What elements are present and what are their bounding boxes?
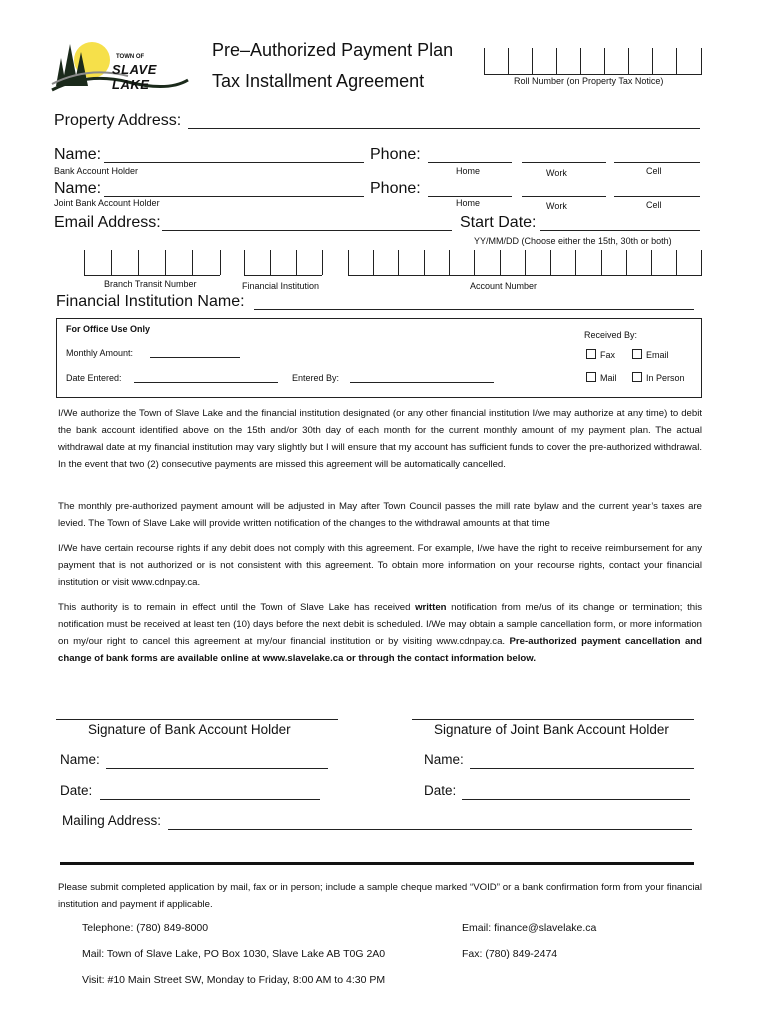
phone-cell-field[interactable] bbox=[614, 162, 700, 163]
footer-visit: Visit: #10 Main Street SW, Monday to Friday, 8:00 AM to 4:30 PM bbox=[82, 974, 386, 986]
start-date-field[interactable] bbox=[540, 230, 700, 231]
phone-label: Phone: bbox=[370, 146, 421, 163]
sig-date-label: Date: bbox=[60, 783, 93, 798]
name-field[interactable] bbox=[104, 162, 364, 163]
town-logo bbox=[48, 36, 196, 96]
form-subtitle: Tax Installment Agreement bbox=[212, 71, 425, 91]
joint-phone-home-field[interactable] bbox=[428, 196, 512, 197]
joint-sig-date-field[interactable] bbox=[462, 799, 690, 800]
received-by-label: Received By: bbox=[584, 330, 638, 340]
sig-name-field[interactable] bbox=[106, 768, 328, 769]
fax-label: Fax bbox=[600, 350, 616, 360]
cell-label: Cell bbox=[646, 166, 662, 176]
entered-by-label: Entered By: bbox=[292, 373, 340, 383]
property-address-field[interactable] bbox=[188, 128, 700, 129]
joint-phone-work-field[interactable] bbox=[522, 196, 606, 197]
mailing-address-field[interactable] bbox=[168, 829, 692, 830]
monthly-amount-field[interactable] bbox=[150, 357, 240, 358]
mail-label: Mail bbox=[600, 373, 617, 383]
financial-institution-label: Financial Institution bbox=[242, 281, 320, 291]
adjustment-paragraph: The monthly pre-authorized payment amount will be adjusted in May after Town Council passes the mill rate bylaw and the current year’s taxes are levied. The Town of Slave Lake will provide written notification of the changes to the withdrawal amounts at that time bbox=[58, 501, 702, 529]
joint-phone-cell-field[interactable] bbox=[614, 196, 700, 197]
work-label: Work bbox=[546, 168, 567, 178]
mailing-address-label: Mailing Address: bbox=[62, 813, 162, 828]
authority-paragraph bbox=[58, 599, 702, 667]
footer-divider bbox=[60, 862, 694, 865]
home-label: Home bbox=[456, 166, 481, 176]
phone-work-field[interactable] bbox=[522, 162, 606, 163]
logo-town-of: TOWN OF bbox=[116, 54, 145, 60]
office-use-heading: For Office Use Only bbox=[66, 324, 151, 334]
sig-date-field[interactable] bbox=[100, 799, 320, 800]
date-entered-label: Date Entered: bbox=[66, 373, 122, 383]
bank-account-holder-label: Bank Account Holder bbox=[54, 166, 139, 176]
account-number-label: Account Number bbox=[470, 281, 538, 291]
authority-text-written: written bbox=[415, 602, 447, 613]
form-title: Pre–Authorized Payment Plan bbox=[212, 40, 454, 60]
joint-work-label: Work bbox=[546, 201, 567, 211]
authority-text-a: This authority is to remain in effect until the Town of Slave Lake has received bbox=[58, 602, 416, 613]
sig-name-label: Name: bbox=[60, 752, 100, 767]
financial-institution-name-label: Financial Institution Name: bbox=[56, 293, 245, 310]
signature-holder-line[interactable] bbox=[56, 719, 338, 720]
signature-joint-label: Signature of Joint Bank Account Holder bbox=[434, 722, 669, 737]
mail-checkbox[interactable] bbox=[586, 372, 617, 383]
joint-cell-label: Cell bbox=[646, 200, 662, 210]
in-person-checkbox[interactable] bbox=[632, 372, 685, 383]
joint-name-label: Name: bbox=[54, 180, 102, 197]
footer-fax: Fax: (780) 849-2474 bbox=[462, 948, 558, 960]
signature-holder-label: Signature of Bank Account Holder bbox=[88, 722, 291, 737]
authority-text-bold: Pre-authorized payment cancellation and change of bank forms are available online at www.slavelake.ca or through the contact information below. bbox=[58, 636, 702, 664]
financial-institution-name-field[interactable] bbox=[254, 309, 694, 310]
authorization-paragraph: I/We authorize the Town of Slave Lake and the financial institution designated (or any other financial institution I/we may authorize at any time) to debit the bank account identified above on the 15th and/or 30th day of each month for the current monthly amount of my payment plan. The actual withdrawal date at my financial institution may vary slightly but I will ensure that my account has sufficient funds to cover the pre-authorized withdrawal. In the event that two (2) consecutive payments are missed this agreement will be automatically cancelled. bbox=[58, 408, 702, 470]
fax-checkbox[interactable] bbox=[586, 349, 615, 360]
footer-email: Email: finance@slavelake.ca bbox=[462, 922, 597, 934]
start-date-hint: YY/MM/DD (Choose either the 15th, 30th or both) bbox=[474, 236, 672, 246]
date-entered-field[interactable] bbox=[134, 382, 278, 383]
footer-telephone: Telephone: (780) 849-8000 bbox=[82, 922, 209, 934]
joint-sig-name-label: Name: bbox=[424, 752, 464, 767]
entered-by-field[interactable] bbox=[350, 382, 494, 383]
email-address-field[interactable] bbox=[162, 230, 452, 231]
property-address-label: Property Address: bbox=[54, 112, 182, 129]
joint-name-field[interactable] bbox=[104, 196, 364, 197]
footer-mail: Mail: Town of Slave Lake, PO Box 1030, Slave Lake AB T0G 2A0 bbox=[82, 948, 386, 960]
logo-name: SLAVE LAKE bbox=[112, 62, 157, 92]
footer-note: Please submit completed application by mail, fax or in person; include a sample cheque marked “VOID” or a bank confirmation form from your financial institution and payment if applicable. bbox=[58, 882, 702, 910]
joint-bank-account-holder-label: Joint Bank Account Holder bbox=[54, 198, 160, 208]
joint-sig-date-label: Date: bbox=[424, 783, 457, 798]
signature-joint-line[interactable] bbox=[412, 719, 694, 720]
phone-home-field[interactable] bbox=[428, 162, 512, 163]
start-date-label: Start Date: bbox=[460, 214, 537, 231]
email-checkbox[interactable] bbox=[632, 349, 669, 360]
monthly-amount-label: Monthly Amount: bbox=[66, 348, 134, 358]
recourse-paragraph: I/We have certain recourse rights if any debit does not comply with this agreement. For example, I/we have the right to receive reimbursement for any payment that is not authorized or is not consistent with this agreement. To obtain more information on your recourse rights, contact your financial institution or visit www.cdnpay.ca. bbox=[58, 543, 702, 588]
joint-sig-name-field[interactable] bbox=[470, 768, 694, 769]
joint-phone-label: Phone: bbox=[370, 180, 421, 197]
name-label: Name: bbox=[54, 146, 102, 163]
branch-transit-label: Branch Transit Number bbox=[104, 279, 197, 289]
in-person-label: In Person bbox=[646, 373, 685, 383]
roll-number-label: Roll Number (on Property Tax Notice) bbox=[514, 76, 664, 86]
email-label: Email bbox=[646, 350, 669, 360]
joint-home-label: Home bbox=[456, 198, 481, 208]
authority-text-b: notification from me/us of its change or termination; this notification must be received at least ten (10) days before the next debit is scheduled. I/We may obtain a sample cancellation form, or more information on my/our right to cancel this agreement at my/our financial institution or by visiting www.cdnpay.ca. bbox=[58, 602, 703, 647]
email-address-label: Email Address: bbox=[54, 214, 161, 231]
